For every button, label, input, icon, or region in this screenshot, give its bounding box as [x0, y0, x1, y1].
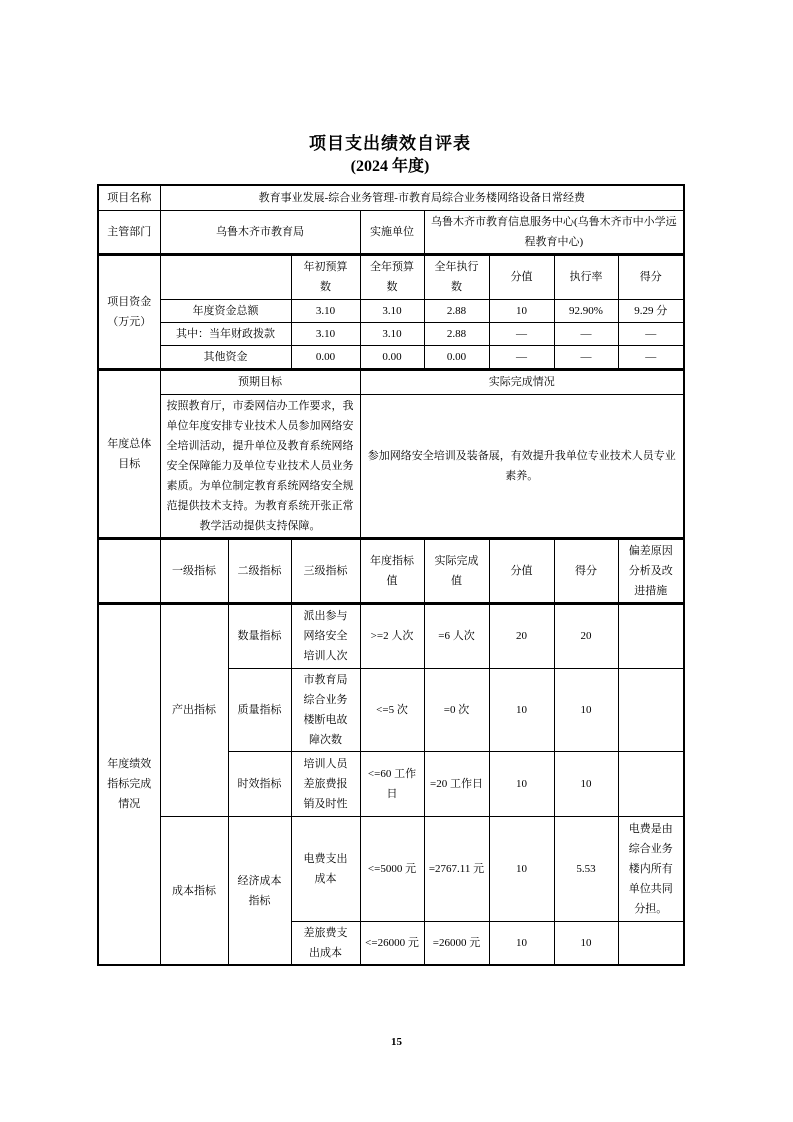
indicator-header-target-text: 年度指标值 [370, 554, 414, 587]
funding-score: — [618, 323, 684, 346]
funding-header-value: 分值 [489, 255, 554, 300]
funding-initial: 3.10 [291, 300, 360, 323]
indicator-target: <=26000 元 [360, 922, 424, 966]
indicator-level3-text: 培训人员差旅费报销及时性 [303, 758, 348, 810]
funding-empty-header [160, 255, 291, 300]
dept-value: 乌鲁木齐市教育局 [160, 210, 360, 254]
indicator-level2 [228, 817, 291, 966]
project-name-value: 教育事业发展-综合业务管理-市教育局综合业务楼网络设备日常经费 [160, 185, 684, 210]
indicator-section-label [98, 604, 160, 966]
indicator-level3 [291, 669, 360, 752]
funding-rate: 92.90% [554, 300, 618, 323]
indicator-section-label-text: 年度绩效指标完成情况 [107, 758, 152, 811]
impl-unit-label: 实施单位 [360, 210, 424, 254]
funding-score: — [618, 346, 684, 370]
indicator-deviation [618, 669, 684, 752]
indicator-deviation [618, 752, 684, 817]
page-number: 15 [391, 1036, 402, 1048]
indicator-deviation [618, 817, 684, 922]
indicator-level3-text: 派出参与网络安全培训人次 [303, 610, 348, 663]
indicator-target: <=60 工作日 [360, 752, 424, 817]
funding-executed: 0.00 [424, 346, 489, 370]
funding-initial: 3.10 [291, 323, 360, 346]
funding-rate: — [554, 346, 618, 370]
indicator-header-actual [424, 539, 489, 603]
indicator-level3 [291, 752, 360, 817]
funding-row-label: 年度资金总额 [160, 300, 291, 323]
indicator-score: 10 [554, 669, 618, 752]
indicator-value: 10 [489, 922, 554, 966]
indicator-score: 20 [554, 604, 618, 669]
indicator-header-actual-text: 实际完成值 [434, 554, 479, 587]
funding-executed: 2.88 [424, 323, 489, 346]
funding-annual: 0.00 [360, 346, 424, 370]
indicator-level3-text: 市教育局综合业务楼断电故障次数 [303, 674, 348, 746]
goal-expected-text: 按照教育厅，市委网信办工作要求，我单位年度安排专业技术人员参加网络安全培训活动，提升单位及教育系统网络安全保障能力及单位专业技术人员业务素质。为单位制定教育系统网络安全规范提供技术支持。为教育系统开张正常教学活动提供支持保障。 [160, 394, 360, 538]
indicator-deviation-text: 电费是由综合业务楼内所有单位共同分担。 [628, 823, 673, 915]
indicator-level2-text: 经济成本指标 [237, 874, 282, 907]
indicator-target: >=2 人次 [360, 604, 424, 669]
goal-expected-header: 预期目标 [160, 370, 360, 394]
indicator-level3-text: 电费支出成本 [303, 853, 348, 885]
funding-table [97, 254, 685, 371]
indicator-score: 10 [554, 922, 618, 966]
funding-score: 9.29 分 [618, 300, 684, 323]
funding-header-executed [424, 255, 489, 300]
funding-value: — [489, 323, 554, 346]
page-title: 项目支出绩效自评表 [309, 134, 471, 153]
funding-header-score: 得分 [618, 255, 684, 300]
goal-section-label [98, 370, 160, 538]
indicator-header-level1: 一级指标 [160, 539, 228, 603]
indicator-header-value: 分值 [489, 539, 554, 603]
funding-value: — [489, 346, 554, 370]
indicator-header-level3: 三级指标 [291, 539, 360, 603]
dept-label: 主管部门 [98, 210, 160, 254]
indicator-actual: =26000 元 [424, 922, 489, 966]
page-subtitle: (2024 年度) [350, 158, 430, 175]
indicator-header-level2: 二级指标 [228, 539, 291, 603]
funding-rate: — [554, 323, 618, 346]
funding-header-rate: 执行率 [554, 255, 618, 300]
funding-row-label: 其中：当年财政拨款 [160, 323, 291, 346]
funding-value: 10 [489, 300, 554, 323]
project-name-label: 项目名称 [98, 185, 160, 210]
indicator-level1: 成本指标 [160, 817, 228, 966]
indicator-header-score: 得分 [554, 539, 618, 603]
funding-initial: 0.00 [291, 346, 360, 370]
funding-executed: 2.88 [424, 300, 489, 323]
indicator-score: 10 [554, 752, 618, 817]
indicator-level3-text: 差旅费支出成本 [303, 927, 348, 959]
impl-unit-value: 乌鲁木齐市教育信息服务中心(乌鲁木齐市中小学远程教育中心) [424, 210, 684, 254]
indicator-value: 10 [489, 752, 554, 817]
indicator-level2: 质量指标 [228, 669, 291, 752]
indicator-empty-corner [98, 539, 160, 603]
funding-header-initial [291, 255, 360, 300]
indicator-level3 [291, 817, 360, 922]
indicator-value: 10 [489, 817, 554, 922]
indicator-level2: 时效指标 [228, 752, 291, 817]
indicator-header-target [360, 539, 424, 603]
indicator-value: 20 [489, 604, 554, 669]
goal-actual-header: 实际完成情况 [360, 370, 684, 394]
indicator-header-table [97, 538, 685, 604]
indicator-deviation [618, 922, 684, 966]
indicator-header-deviation-text: 偏差原因分析及改进措施 [628, 544, 673, 597]
indicator-target: <=5000 元 [360, 817, 424, 922]
indicator-actual: =6 人次 [424, 604, 489, 669]
goal-table [97, 369, 685, 539]
indicator-target: <=5 次 [360, 669, 424, 752]
funding-annual: 3.10 [360, 323, 424, 346]
funding-annual: 3.10 [360, 300, 424, 323]
funding-row-label: 其他资金 [160, 346, 291, 370]
indicator-table [97, 603, 685, 967]
report-document [97, 133, 683, 966]
indicator-deviation [618, 604, 684, 669]
indicator-value: 10 [489, 669, 554, 752]
funding-header-annual-text: 全年预算数 [370, 261, 414, 294]
funding-header-initial-text: 年初预算数 [303, 261, 348, 294]
indicator-actual: =2767.11 元 [424, 817, 489, 922]
funding-section-label-text: 项目资金（万元） [107, 295, 152, 328]
indicator-level3 [291, 922, 360, 966]
funding-section-label [98, 255, 160, 370]
funding-header-executed-text: 全年执行数 [434, 261, 479, 294]
indicator-actual: =0 次 [424, 669, 489, 752]
indicator-actual: =20 工作日 [424, 752, 489, 817]
indicator-score: 5.53 [554, 817, 618, 922]
indicator-header-deviation [618, 539, 684, 603]
goal-actual-text: 参加网络安全培训及装备展，有效提升我单位专业技术人员专业素养。 [360, 394, 684, 538]
basic-info-table [97, 184, 685, 255]
goal-section-label-text: 年度总体目标 [107, 437, 152, 470]
funding-header-annual [360, 255, 424, 300]
indicator-level1: 产出指标 [160, 604, 228, 817]
indicator-level2: 数量指标 [228, 604, 291, 669]
indicator-level3 [291, 604, 360, 669]
